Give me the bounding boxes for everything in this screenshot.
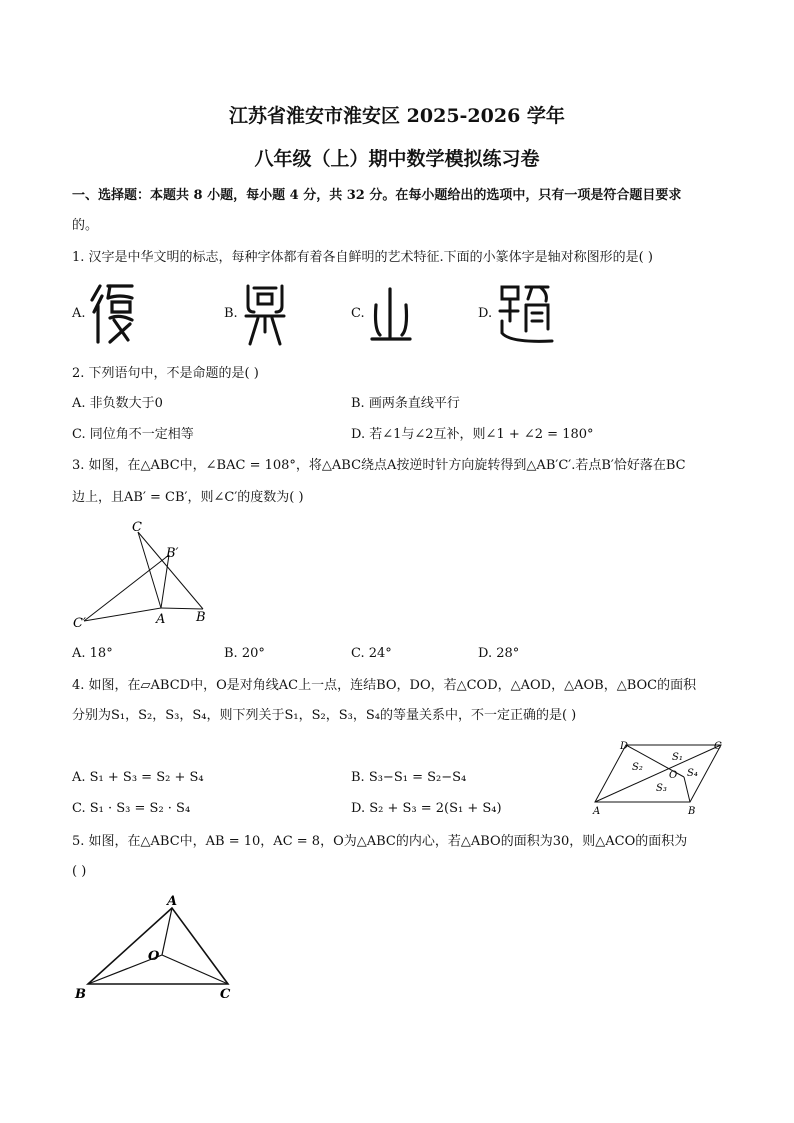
- q2-option-b: B. 画两条直线平行: [351, 396, 460, 411]
- q2-option-d: D. 若∠1与∠2互补，则∠1 + ∠2 = 180°: [351, 427, 594, 442]
- q1-seal-glyph-a: [88, 282, 138, 346]
- q3-label-a: A: [156, 612, 166, 627]
- q3-label-c-prime: C′: [73, 616, 86, 631]
- q3-option-d: D. 28°: [478, 646, 520, 661]
- q4-label-s1: S₁: [672, 752, 683, 763]
- q5-stem-line2: ( ): [72, 864, 87, 879]
- q4-label-o: O: [669, 770, 678, 781]
- q3-option-c: C. 24°: [351, 646, 392, 661]
- q4-option-d: D. S₂ + S₃ = 2(S₁ + S₄): [351, 801, 502, 816]
- q4-label-c: C: [714, 741, 722, 752]
- paper-title-line2: 八年级（上）期中数学模拟练习卷: [254, 148, 540, 170]
- q3-label-b: B: [196, 610, 206, 625]
- q2-stem: 2. 下列语句中，不是命题的是( ): [72, 366, 259, 381]
- q5-stem-line1: 5. 如图，在△ABC中，AB = 10，AC = 8，O为△ABC的内心，若△ABO的面积为30，则△ACO的面积为: [72, 834, 688, 849]
- q4-option-a: A. S₁ + S₃ = S₂ + S₄: [72, 770, 204, 785]
- q3-triangle-figure: [70, 515, 220, 635]
- q4-option-c: C. S₁ · S₃ = S₂ · S₄: [72, 801, 191, 816]
- section1-heading-line1: 一、选择题：本题共 8 小题，每小题 4 分，共 32 分。在每小题给出的选项中，只有一项是符合题目要求: [72, 188, 682, 203]
- q5-label-o: O: [148, 949, 160, 964]
- q3-stem-line1: 3. 如图，在△ABC中，∠BAC = 108°，将△ABC绕点A按逆时针方向旋转得到△AB′C′.若点B′恰好落在BC: [72, 458, 686, 473]
- q3-label-b-prime: B′: [166, 546, 179, 561]
- q4-label-s3: S₃: [656, 783, 667, 794]
- q5-label-c: C: [220, 987, 231, 1002]
- q4-label-d: D: [620, 741, 629, 752]
- q3-option-a: A. 18°: [72, 646, 113, 661]
- q1-option-d-label: D.: [478, 306, 493, 321]
- q2-option-c: C. 同位角不一定相等: [72, 427, 194, 442]
- q1-option-c-label: C.: [351, 306, 365, 321]
- q5-triangle-figure: [70, 890, 240, 1005]
- q4-label-b: B: [688, 806, 696, 817]
- q1-stem: 1. 汉字是中华文明的标志，每种字体都有着各自鲜明的艺术特征.下面的小篆体字是轴对称图形的是( ): [72, 250, 653, 265]
- q3-option-b: B. 20°: [224, 646, 265, 661]
- q4-label-a: A: [593, 806, 601, 817]
- q1-seal-glyph-c: [368, 285, 414, 347]
- q4-option-b: B. S₃−S₁ = S₂−S₄: [351, 770, 467, 785]
- q1-option-a-label: A.: [72, 306, 86, 321]
- q5-label-a: A: [167, 894, 178, 909]
- q5-label-b: B: [75, 987, 86, 1002]
- section1-heading-line2: 的。: [72, 218, 99, 233]
- q2-option-a: A. 非负数大于0: [72, 396, 163, 411]
- q1-option-b-label: B.: [224, 306, 238, 321]
- q4-parallelogram-figure: [590, 736, 730, 818]
- q4-stem-line1: 4. 如图，在▱ABCD中，O是对角线AC上一点，连结BO，DO，若△COD，△AOD，△AOB，△BOC的面积: [72, 678, 697, 693]
- q4-label-s2: S₂: [632, 762, 643, 773]
- q1-seal-glyph-d: [496, 281, 556, 347]
- q1-seal-glyph-b: [242, 280, 288, 348]
- q4-stem-line2: 分别为S₁，S₂，S₃，S₄，则下列关于S₁，S₂，S₃，S₄的等量关系中，不一定正确的是( ): [72, 708, 577, 723]
- q3-stem-line2: 边上，且AB′ = CB′，则∠C′的度数为( ): [72, 490, 304, 505]
- paper-title-line1: 江苏省淮安市淮安区 2025-2026 学年: [229, 105, 565, 127]
- q4-label-s4: S₄: [687, 768, 698, 779]
- q3-label-c: C: [132, 520, 142, 535]
